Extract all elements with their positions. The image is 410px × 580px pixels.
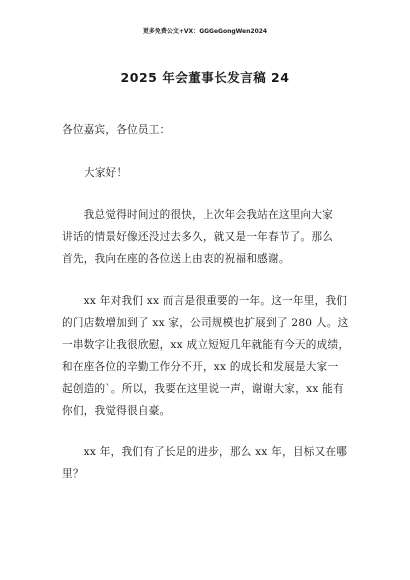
greeting-line [62, 119, 362, 141]
paragraph-line: 里？ [62, 468, 84, 480]
paragraph-line: 的门店数增加到了 xx 家，公司规模也扩展到了 280 人。这 [62, 317, 349, 329]
paragraph-line: 和在座各位的辛勤工作分不开，xx 的成长和发展是大家一 [62, 361, 339, 373]
salutation-text: 大家好！ [84, 167, 128, 179]
paragraph-line: xx 年对我们 xx 而言是很重要的一年。这一年里，我们 [62, 295, 348, 307]
paragraph-line: xx 年，我们有了长足的进步，那么 xx 年，目标又在哪 [62, 446, 348, 458]
salutation-line [84, 162, 384, 184]
page-title: 2025 年会董事长发言稿 24 [120, 70, 290, 85]
paragraph-line: 一串数字让我很欣慰，xx 成立短短几年就能有今天的成绩， [62, 339, 350, 351]
header-note: 更多免费公文+VX：GGGeGongWen2024 [142, 28, 268, 35]
paragraph-line: 讲话的情景好像还没过去多久，就又是一年春节了。那么 [62, 231, 334, 243]
paragraph-3 [62, 441, 362, 485]
paragraph-line: 首先，我向在座的各位送上由衷的祝福和感谢。 [62, 253, 290, 265]
paragraph-line: 起创造的`。所以，我要在这里说一声，谢谢大家，xx 能有 [62, 383, 344, 395]
paragraph-2 [62, 290, 362, 422]
greeting-text: 各位嘉宾，各位员工： [62, 124, 171, 136]
paragraph-1 [62, 204, 362, 270]
paragraph-line: 你们，我觉得很自豪。 [62, 405, 171, 417]
paragraph-line: 我总觉得时间过的很快，上次年会我站在这里向大家 [62, 209, 334, 221]
